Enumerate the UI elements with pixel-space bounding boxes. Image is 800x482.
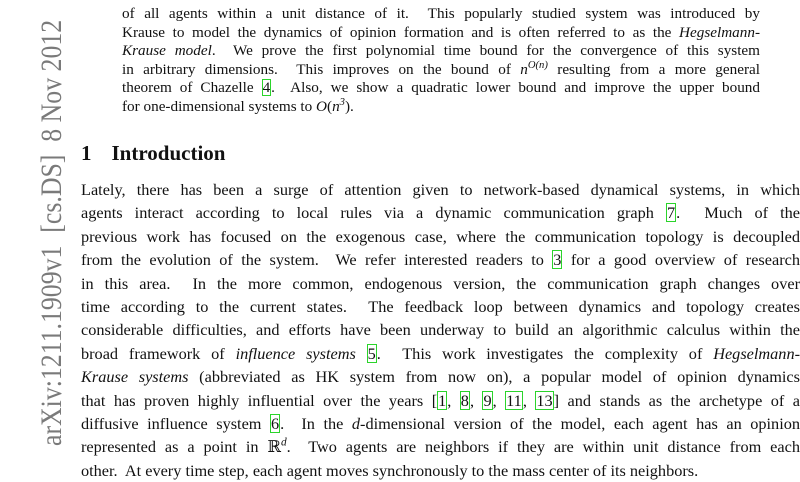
text-segment: -dimensional version of the model, each agent has an opinion — [360, 413, 800, 433]
superscript: 3 — [339, 96, 345, 108]
text-segment: that has proven highly influential over the years [ — [81, 390, 438, 410]
section-title: Introduction — [111, 141, 226, 165]
text-segment — [356, 344, 367, 363]
text-segment: , — [522, 390, 536, 410]
text-segment: for a good overview of research — [562, 250, 800, 270]
citation-link[interactable]: 4 — [262, 79, 271, 96]
text-line — [81, 178, 800, 201]
citation-link[interactable]: 1 — [438, 390, 447, 410]
text-segment: . We prove the first polynomial time bound for the convergence of this system — [211, 42, 760, 59]
text-line — [81, 248, 800, 271]
text-line — [122, 42, 760, 61]
text-line — [81, 272, 800, 295]
superscript: d — [280, 436, 287, 449]
emphasis-text: n — [332, 97, 340, 115]
emphasis-text: n — [520, 60, 528, 78]
emphasis-text: Krause model — [122, 42, 212, 59]
text-line — [81, 365, 800, 388]
citation-link[interactable]: 7 — [667, 203, 676, 223]
text-segment: . In the — [280, 413, 352, 433]
text-segment: diffusive influence system — [81, 413, 271, 433]
text-segment: , — [469, 390, 483, 410]
text-line — [81, 412, 800, 435]
text-segment: resulting from a more general — [547, 60, 760, 78]
text-segment: time according to the current states. The feedback loop between dynamics and topology creates — [81, 296, 800, 316]
superscript: O(n) — [527, 59, 548, 71]
introduction-body — [81, 178, 800, 482]
citation-link[interactable]: 3 — [553, 250, 562, 270]
text-segment: for one-dimensional systems to — [122, 97, 317, 115]
text-segment: considerable difficulties, and efforts have been underway to build an algorithmic calculus within the — [81, 320, 800, 340]
citation-link[interactable]: 11 — [506, 390, 522, 410]
text-segment: broad framework of — [81, 343, 236, 363]
section-heading — [81, 141, 225, 166]
citation-link[interactable]: 13 — [536, 390, 553, 410]
emphasis-text: Hegselmann- — [713, 343, 800, 363]
text-segment: Krause to model the dynamics of opinion formation and is often referred to as the — [122, 23, 680, 41]
text-line — [81, 295, 800, 318]
text-segment: of all agents within a unit distance of it. This popularly studied system was introduced by — [122, 5, 760, 22]
text-segment: . Much of the — [676, 203, 800, 223]
text-line — [81, 389, 800, 412]
emphasis-text: d — [351, 413, 361, 433]
text-line — [122, 79, 760, 98]
text-line — [81, 342, 800, 365]
emphasis-text: O — [316, 97, 328, 115]
text-segment: agents interact according to local rules via a dynamic communication graph — [81, 203, 666, 223]
text-line — [81, 435, 800, 458]
text-segment: theorem of Chazelle — [122, 79, 262, 96]
text-segment: in arbitrary dimensions. This improves on the bound of — [122, 60, 521, 78]
text-segment: , — [492, 390, 506, 410]
text-segment: , — [447, 390, 460, 410]
text-segment: in this area. In the more common, endogenous version, the communication graph changes over — [81, 273, 800, 293]
text-segment: . This work investigates the complexity of — [376, 343, 714, 363]
emphasis-text: influence systems — [235, 343, 356, 363]
text-line — [122, 5, 760, 24]
text-segment: . Also, we show a quadratic lower bound and improve the upper bound — [271, 79, 760, 96]
citation-link[interactable]: 8 — [460, 390, 469, 410]
citation-link[interactable]: 5 — [367, 343, 376, 363]
text-segment: Lately, there has been a surge of attention given to network-based dynamical systems, in which — [81, 180, 800, 199]
emphasis-text: Krause systems — [81, 367, 189, 387]
text-line — [122, 98, 760, 117]
citation-link[interactable]: 6 — [271, 413, 280, 433]
text-segment: other. At every time step, each agent moves synchronously to the mass center of its neighbors. — [81, 460, 699, 480]
text-segment: . Two agents are neighbors if they are within unit distance from each — [286, 437, 800, 457]
text-line — [81, 225, 800, 248]
text-line — [122, 24, 760, 43]
section-number: 1 — [81, 141, 92, 165]
text-segment: represented as a point in ℝ — [81, 437, 281, 457]
text-segment: previous work has focused on the exogenous case, where the communication topology is decoupled — [81, 226, 800, 246]
abstract — [122, 5, 760, 116]
arxiv-side-banner — [0, 0, 68, 450]
text-line — [81, 201, 800, 224]
text-segment: ] and stands as the archetype of a — [553, 390, 800, 410]
text-segment: ). — [344, 97, 354, 115]
text-segment: from the evolution of the system. We refer interested readers to — [81, 250, 553, 270]
text-line — [122, 61, 760, 80]
text-line — [81, 318, 800, 341]
emphasis-text: Hegselmann- — [679, 23, 760, 41]
arxiv-identifier: arXiv:1211.1909v1 [cs.DS] 8 Nov 2012 — [35, 19, 68, 446]
text-line — [81, 459, 800, 482]
text-segment: (abbreviated as HK system from now on), a popular model of opinion dynamics — [188, 367, 800, 387]
citation-link[interactable]: 9 — [483, 390, 492, 410]
text-segment: ( — [327, 97, 333, 115]
